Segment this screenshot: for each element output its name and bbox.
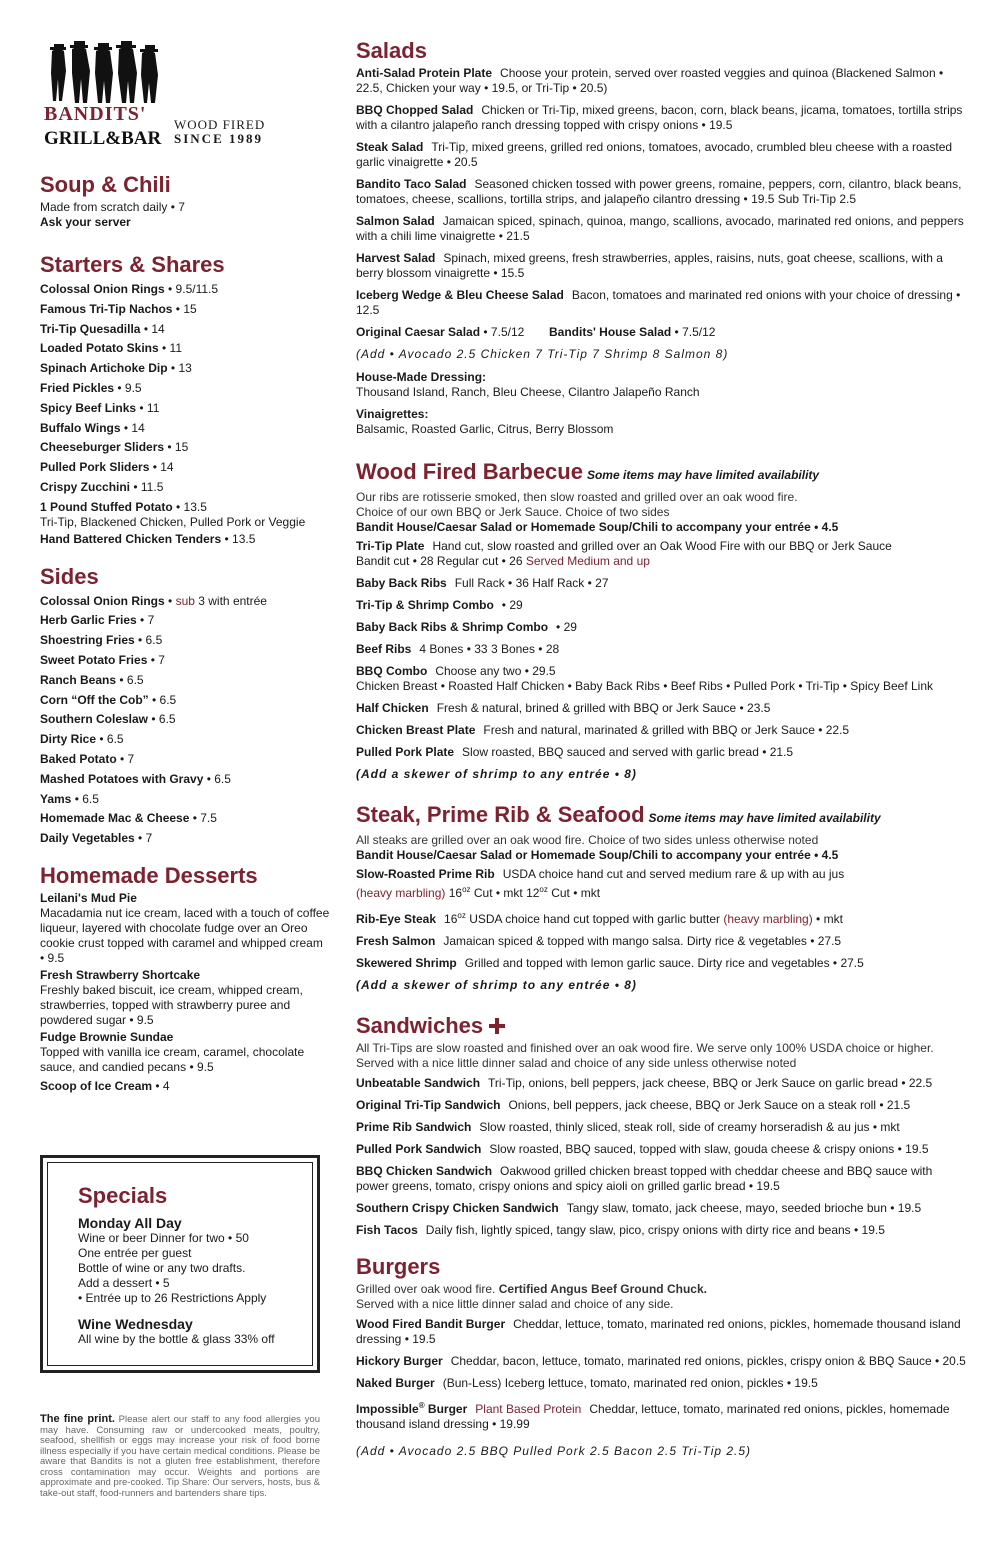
tagline-since: SINCE 1989 [174, 131, 263, 146]
starter-item-name: Tri-Tip Quesadilla [40, 321, 141, 336]
sandwich-list [356, 1076, 966, 1238]
starter-item-name: Spicy Beef Links [40, 400, 137, 415]
burger-item [356, 1376, 966, 1391]
sandwich-item [356, 1201, 966, 1216]
burger-list [356, 1317, 966, 1391]
sides-list [40, 611, 330, 849]
desserts-section [40, 863, 330, 1097]
steak-title: Steak, Prime Rib & Seafood [356, 802, 645, 827]
side-item [40, 592, 330, 612]
ribeye-name: Rib-Eye Steak [356, 912, 437, 926]
bbq-item [356, 620, 966, 635]
starter-item [40, 458, 330, 478]
ribeye-item [356, 908, 966, 927]
tenders-item [40, 530, 330, 550]
registered-mark: ® [418, 1401, 425, 1410]
wine-title: Wine Wednesday [78, 1316, 193, 1332]
burgers-title: Burgers [356, 1254, 441, 1279]
starter-item-name: Pulled Pork Sliders [40, 460, 150, 475]
ribeye-size: 16 [444, 912, 458, 926]
prime-rib-cut-rest-2: Cut • mkt [547, 886, 601, 900]
bbq-item-desc: • 29 [556, 620, 577, 634]
scoop-name: Scoop of Ice Cream [40, 1078, 153, 1093]
sandwich-item-desc: Onions, bell peppers, jack cheese, BBQ or Jerk Sauce on a steak roll • 21.5 [508, 1098, 911, 1112]
bandits-silhouette-logo [42, 40, 178, 152]
stuffed-potato-price: • 13.5 [172, 499, 207, 514]
mud-pie-name: Leilani's Mud Pie [40, 890, 137, 905]
salads-section [356, 38, 966, 437]
steak-list [356, 934, 966, 971]
starter-item-price: • 11 [136, 400, 160, 415]
starter-item [40, 419, 330, 439]
side-item-name: Shoestring Fries [40, 633, 135, 648]
side-sep: • [164, 593, 176, 608]
monday-title: Monday All Day [78, 1215, 182, 1231]
starter-item-name: Cheeseburger Sliders [40, 440, 165, 455]
logo-tagline [174, 118, 265, 146]
starter-item-price: • 14 [149, 460, 174, 475]
salads-list [356, 66, 966, 318]
prime-rib-marbling: (heavy marbling) [356, 886, 446, 900]
salad-item-name: Steak Salad [356, 140, 424, 154]
tri-tip-plate-item [356, 539, 966, 569]
side-item [40, 651, 330, 671]
steak-item-name: Fresh Salmon [356, 934, 436, 948]
impossible-desc: Cheddar, lettuce, tomato, marinated red onions, pickles, homemade thousand island dressing • 19.99 [356, 1402, 950, 1431]
salad-addons: (Add • Avocado 2.5 Chicken 7 Tri-Tip 7 Shrimp 8 Salmon 8) [356, 347, 729, 361]
starter-item-name: Crispy Zucchini [40, 479, 131, 494]
sandwiches-section [356, 1013, 966, 1238]
starter-item-price: • 13 [167, 361, 192, 376]
starter-item-name: Fried Pickles [40, 380, 115, 395]
side-item-price: • 7 [116, 751, 135, 766]
specials-title: Specials [78, 1183, 168, 1208]
desserts-title: Homemade Desserts [40, 862, 258, 888]
sandwich-item-name: Original Tri-Tip Sandwich [356, 1098, 501, 1112]
side-item [40, 691, 330, 711]
starter-item-name: Spinach Artichoke Dip [40, 361, 168, 376]
sides-section [40, 564, 330, 849]
burgers-intro-a: Grilled over oak wood fire. [356, 1282, 499, 1296]
soup-line: Made from scratch daily • 7 [40, 200, 185, 214]
side-item [40, 750, 330, 770]
vinaigrette-title: Vinaigrettes: [356, 407, 429, 421]
bbq-item-name: Half Chicken [356, 701, 429, 715]
bbq-item-name: Tri-Tip & Shrimp Combo [356, 598, 494, 612]
bbq-combo-list: Chicken Breast • Roasted Half Chicken • Baby Back Ribs • Beef Ribs • Pulled Pork • Tri-Tip • Spicy Beef Link [356, 679, 933, 693]
side-item-name: Dirty Rice [40, 732, 97, 747]
bbq-section [356, 459, 966, 782]
monday-line: Add a dessert • 5 [78, 1276, 170, 1290]
salads-title: Salads [356, 38, 427, 63]
side-item [40, 671, 330, 691]
shortcake-name: Fresh Strawberry Shortcake [40, 967, 201, 982]
fine-print-text: Please alert our staff to any food allergies you may have. Consuming raw or undercooked meats, poultry, seafood, shellfish or eggs may increase your risk of food borne illness especially if you have certain medical conditions. Please be aware that Bandits is not a gluten free establishment, therefore cross contamination may occur. Weights and portions are approximate and pre-cooked. Tip Share: Our servers, hosts, bus & take-out staff, food-runners and bartenders share tips. [40, 1414, 320, 1499]
side-item-name: Homemade Mac & Cheese [40, 811, 190, 826]
burger-addons: (Add • Avocado 2.5 BBQ Pulled Pork 2.5 Bacon 2.5 Tri-Tip 2.5) [356, 1444, 752, 1458]
burger-item-name: Hickory Burger [356, 1354, 443, 1368]
side-item-price: • 7 [147, 652, 165, 667]
salad-item-desc: Chicken or Tri-Tip, mixed greens, bacon, corn, black beans, jicama, tomatoes, tortilla strips with a cilantro jalapeño ranch dressing topped with crispy onions • 19.5 [356, 103, 963, 132]
dressing-title: House-Made Dressing: [356, 370, 487, 384]
side-item [40, 770, 330, 790]
sandwich-item [356, 1076, 966, 1091]
salad-item-desc: Seasoned chicken tossed with power greens, romaine, peppers, corn, cilantro, black beans, tomatoes, cheese, scallions, tortilla strips, and jalapeño cilantro dressing • 19.5 Sub Tri-Tip 2.5 [356, 177, 962, 206]
steak-item [356, 956, 966, 971]
starter-item-price: • 9.5 [114, 380, 142, 395]
steak-item-desc: Grilled and topped with lemon garlic sauce. Dirty rice and vegetables • 27.5 [464, 956, 864, 970]
starter-item [40, 280, 330, 300]
tri-tip-plate-desc: Hand cut, slow roasted and grilled over an Oak Wood Fire with our BBQ or Jerk Sauce [432, 539, 892, 553]
bbq-item-desc: Fresh and natural, marinated & grilled with BBQ or Jerk Sauce • 22.5 [483, 723, 850, 737]
burger-item [356, 1317, 966, 1347]
side-item-price: • 6.5 [203, 771, 231, 786]
prime-rib-item [356, 867, 966, 901]
prime-rib-name: Slow-Roasted Prime Rib [356, 867, 495, 881]
side-item-price: • 6.5 [116, 672, 144, 687]
monday-line: Bottle of wine or any two drafts. [78, 1261, 246, 1275]
salad-item-name: Bandito Taco Salad [356, 177, 467, 191]
stuffed-potato-item [40, 500, 330, 530]
salad-item-desc: Bacon, tomatoes and marinated red onions with your choice of dressing • 12.5 [356, 288, 961, 317]
side-item [40, 809, 330, 829]
bbq-item-desc: Fresh & natural, brined & grilled with BBQ or Jerk Sauce • 23.5 [436, 701, 771, 715]
starter-item-price: • 11.5 [130, 479, 164, 494]
sandwich-item [356, 1120, 966, 1135]
salad-item [356, 103, 966, 133]
sandwich-item-desc: Oakwood grilled chicken breast topped with cheddar cheese and BBQ sauce with power greens, tomato, crispy onions and spicy aioli on grilled garlic bread • 19.5 [356, 1164, 933, 1193]
salad-item-name: Iceberg Wedge & Bleu Cheese Salad [356, 288, 564, 302]
side-item [40, 631, 330, 651]
logo-wordmark-top: BANDITS' [44, 103, 147, 125]
oz-sup: oz [457, 911, 466, 920]
starters-list [40, 280, 330, 498]
salad-item [356, 66, 966, 96]
tri-tip-cuts: Bandit cut • 28 Regular cut • 26 [356, 554, 523, 568]
monday-line: • Entrée up to 26 Restrictions Apply [78, 1291, 267, 1305]
brand-logo [40, 40, 330, 152]
steak-item [356, 934, 966, 949]
fine-print [40, 1414, 320, 1499]
bbq-item-name: Baby Back Ribs [356, 576, 447, 590]
burger-item-desc: Cheddar, lettuce, tomato, marinated red onions, pickles, homemade thousand island dressing • 19.5 [356, 1317, 961, 1346]
starter-item [40, 438, 330, 458]
sandwiches-title: Sandwiches [356, 1013, 484, 1038]
ribeye-desc: USDA choice hand cut topped with garlic butter [465, 912, 724, 926]
bbq-item-name: Baby Back Ribs & Shrimp Combo [356, 620, 549, 634]
side-item-name: Yams [40, 791, 72, 806]
side-item [40, 710, 330, 730]
bbq-intro: Choice of our own BBQ or Jerk Sauce. Choice of two sides [356, 505, 670, 519]
side-item-price: • 6.5 [134, 633, 163, 648]
starter-item-name: Buffalo Wings [40, 420, 121, 435]
sides-title: Sides [40, 563, 99, 589]
salad-item-name: Harvest Salad [356, 251, 436, 265]
salad-item [356, 288, 966, 318]
scoop-price: • 4 [152, 1078, 170, 1093]
bbq-list [356, 576, 966, 657]
monday-line: One entrée per guest [78, 1246, 192, 1260]
burger-item-name: Wood Fired Bandit Burger [356, 1317, 506, 1331]
starter-item-price: • 11 [158, 341, 183, 356]
starter-item [40, 359, 330, 379]
starter-item [40, 320, 330, 340]
salad-item-desc: Choose your protein, served over roasted veggies and quinoa (Blackened Salmon • 22.5, Chicken your way • 19.5, or Tri-Tip • 20.5) [356, 66, 944, 95]
side-item [40, 829, 330, 849]
side-item-price: • 6.5 [148, 692, 177, 707]
side-item-price: • 7 [134, 831, 153, 846]
tenders-name: Hand Battered Chicken Tenders [40, 531, 222, 546]
side-item [40, 611, 330, 631]
bbq-item [356, 723, 966, 738]
tri-tip-note: Served Medium and up [525, 554, 650, 568]
caesar-price: • 7.5/12 [480, 325, 525, 339]
sandwich-item-name: Southern Crispy Chicken Sandwich [356, 1201, 559, 1215]
sandwich-item-name: Pulled Pork Sandwich [356, 1142, 482, 1156]
bbq-combo-desc: Choose any two • 29.5 [435, 664, 556, 678]
impossible-burger-item [356, 1398, 966, 1432]
stuffed-potato-desc: Tri-Tip, Blackened Chicken, Pulled Pork or Veggie [40, 514, 306, 529]
bbq-intro: Our ribs are rotisserie smoked, then slow roasted and grilled over an oak wood fire. [356, 490, 798, 504]
burger-item-desc: Cheddar, bacon, lettuce, tomato, marinated red onions, pickles, crispy onion & BBQ Sauce • 20.5 [450, 1354, 966, 1368]
house-salad-price: • 7.5/12 [671, 325, 716, 339]
specials-box [40, 1155, 320, 1373]
burgers-intro: Served with a nice little dinner salad and choice of any side. [356, 1297, 674, 1311]
oz-sup: oz [462, 885, 471, 894]
side-item-name: Southern Coleslaw [40, 712, 149, 727]
bbq-item [356, 745, 966, 760]
salad-item-desc: Jamaican spiced, spinach, quinoa, mango, scallions, avocado, marinated red onions, and peppers with a chili lime vinaigrette • 21.5 [356, 214, 964, 243]
sandwich-item [356, 1164, 966, 1194]
bbq-item-desc: Full Rack • 36 Half Rack • 27 [454, 576, 609, 590]
impossible-name: Impossible [356, 1402, 419, 1416]
side-item-price: • 6.5 [71, 791, 99, 806]
sandwich-item-name: Prime Rib Sandwich [356, 1120, 472, 1134]
sandwiches-intro: All Tri-Tips are slow roasted and finished over an oak wood fire. We serve only 100% USDA choice or higher. [356, 1041, 934, 1055]
prime-rib-cut-rest: Cut • mkt 12 [470, 886, 540, 900]
burger-item-desc: (Bun-Less) Iceberg lettuce, tomato, marinated red onion, pickles • 19.5 [442, 1376, 818, 1390]
prime-rib-desc: USDA choice hand cut and served medium rare & up with au jus [502, 867, 845, 881]
salad-item [356, 140, 966, 170]
starters-title: Starters & Shares [40, 252, 225, 277]
side-item-price: • 7.5 [189, 811, 217, 826]
starter-item [40, 399, 330, 419]
bbq-addon: (Add a skewer of shrimp to any entrée • 8) [356, 767, 637, 781]
sandwich-item-name: BBQ Chicken Sandwich [356, 1164, 493, 1178]
bbq-title: Wood Fired Barbecue [356, 459, 583, 484]
steak-addon: (Add a skewer of shrimp to any entrée • 8) [356, 978, 637, 992]
starter-item-name: Loaded Potato Skins [40, 341, 159, 356]
starter-item [40, 300, 330, 320]
logo-wordmark-bottom: GRILL&BAR [44, 128, 162, 149]
side-item-name: Corn “Off the Cob” [40, 692, 149, 707]
side-item-name: Mashed Potatoes with Gravy [40, 771, 204, 786]
brownie-name: Fudge Brownie Sundae [40, 1029, 174, 1044]
caesar-house-item [356, 325, 966, 340]
salad-item-name: BBQ Chopped Salad [356, 103, 474, 117]
caesar-name: Original Caesar Salad [356, 325, 481, 339]
right-column [356, 38, 966, 1471]
bbq-item-name: Chicken Breast Plate [356, 723, 476, 737]
soup-title: Soup & Chili [40, 172, 171, 197]
impossible-tag: Plant Based Protein [475, 1402, 582, 1416]
ribeye-price: • mkt [812, 912, 843, 926]
fine-print-label: The fine print. [40, 1413, 115, 1425]
oz-sup: oz [539, 885, 548, 894]
wine-line: All wine by the bottle & glass 33% off [78, 1332, 275, 1346]
bbq-combo-item [356, 664, 966, 694]
salad-item [356, 177, 966, 207]
starter-item [40, 478, 330, 498]
steak-accompany: Bandit House/Caesar Salad or Homemade Soup/Chili to accompany your entrée • 4.5 [356, 848, 839, 862]
dressing-list: Thousand Island, Ranch, Bleu Cheese, Cilantro Jalapeño Ranch [356, 385, 700, 399]
soup-section [40, 172, 330, 230]
bbq-accompany: Bandit House/Caesar Salad or Homemade Soup/Chili to accompany your entrée • 4.5 [356, 520, 839, 534]
bbq-item-desc: 4 Bones • 33 3 Bones • 28 [419, 642, 560, 656]
bbq-item-name: Pulled Pork Plate [356, 745, 455, 759]
side-item-name: Baked Potato [40, 751, 117, 766]
burger-item-name: Naked Burger [356, 1376, 435, 1390]
mud-pie-desc: Macadamia nut ice cream, laced with a touch of coffee liqueur, layered with chocolate fudge over an Oreo cookie crust topped with caramel and whipped cream • 9.5 [40, 905, 330, 965]
sandwiches-intro: Served with a nice little dinner salad and choice of any side unless otherwise noted [356, 1056, 797, 1070]
salad-item-desc: Tri-Tip, mixed greens, grilled red onions, tomatoes, avocado, crumbled bleu cheese with a roasted garlic vinaigrette • 20.5 [356, 140, 953, 169]
bbq-item-desc: Slow roasted, BBQ sauced and served with garlic bread • 21.5 [462, 745, 794, 759]
tenders-price: • 13.5 [221, 531, 256, 546]
sandwich-item [356, 1223, 966, 1238]
steak-intro: All steaks are grilled over an oak wood fire. Choice of two sides unless otherwise noted [356, 833, 819, 847]
prime-rib-cut-16: 16 [448, 886, 463, 900]
bbq-item [356, 642, 966, 657]
bbq-combo-name: BBQ Combo [356, 664, 428, 678]
side-sub-label: sub [175, 593, 195, 608]
side-item-name: Herb Garlic Fries [40, 613, 137, 628]
starter-item-name: Colossal Onion Rings [40, 282, 165, 296]
tri-tip-plate-name: Tri-Tip Plate [356, 539, 425, 553]
starter-item-price: • 14 [120, 420, 145, 435]
burgers-section [356, 1254, 966, 1459]
sandwich-item-desc: Slow roasted, BBQ sauced, topped with slaw, gouda cheese & crispy onions • 19.5 [489, 1142, 929, 1156]
sandwich-item [356, 1098, 966, 1113]
sandwich-item-desc: Tri-Tip, onions, bell peppers, jack cheese, BBQ or Jerk Sauce on garlic bread • 22.5 [488, 1076, 933, 1090]
vinaigrette-list: Balsamic, Roasted Garlic, Citrus, Berry Blossom [356, 422, 614, 436]
tagline-wood-fired: WOOD FIRED [174, 117, 266, 132]
burgers-intro-b: Certified Angus Beef Ground Chuck. [498, 1282, 707, 1296]
sandwich-item-desc: Tangy slaw, tomato, jack cheese, mayo, seeded brioche bun • 19.5 [566, 1201, 922, 1215]
starter-item [40, 339, 330, 359]
starter-item-price: • 15 [164, 440, 189, 455]
burger-item [356, 1354, 966, 1369]
specials-inner [47, 1162, 313, 1366]
bbq-item [356, 576, 966, 591]
starter-item [40, 379, 330, 399]
starter-item-price: • 14 [140, 321, 165, 336]
salad-item [356, 214, 966, 244]
starter-item-price: • 9.5/11.5 [164, 282, 219, 296]
left-column [40, 40, 330, 1111]
bbq-item-name: Beef Ribs [356, 642, 412, 656]
monday-line: Wine or beer Dinner for two • 50 [78, 1231, 249, 1245]
impossible-name-2: Burger [424, 1402, 468, 1416]
brownie-desc: Topped with vanilla ice cream, caramel, chocolate sauce, and candied pecans • 9.5 [40, 1044, 305, 1074]
bbq-note: Some items may have limited availability [586, 468, 820, 482]
salad-item-name: Salmon Salad [356, 214, 435, 228]
side-item-price: • 6.5 [148, 712, 176, 727]
shortcake-desc: Freshly baked biscuit, ice cream, whipped cream, strawberries, topped with strawberry puree and powdered sugar • 9.5 [40, 982, 303, 1027]
soup-ask: Ask your server [40, 215, 131, 229]
sandwich-item-desc: Slow roasted, thinly sliced, steak roll, side of creamy horseradish & au jus • mkt [479, 1120, 900, 1134]
side-item [40, 790, 330, 810]
bbq-item [356, 598, 966, 613]
steak-section [356, 802, 966, 993]
sandwich-item-name: Unbeatable Sandwich [356, 1076, 481, 1090]
ribeye-marbling: (heavy marbling) [723, 912, 813, 926]
sandwich-item-name: Fish Tacos [356, 1223, 418, 1237]
steak-item-desc: Jamaican spiced & topped with mango salsa. Dirty rice & vegetables • 27.5 [443, 934, 842, 948]
bbq-item [356, 701, 966, 716]
sandwich-item-desc: Daily fish, lightly spiced, tangy slaw, pico, crispy onions with dirty rice and beans • 19.5 [425, 1223, 885, 1237]
steak-item-name: Skewered Shrimp [356, 956, 457, 970]
starters-section [40, 252, 330, 550]
side-item-name: Sweet Potato Fries [40, 652, 148, 667]
side-name: Colossal Onion Rings [40, 593, 165, 608]
side-sub-rest: 3 with entrée [194, 593, 267, 608]
side-item-price: • 7 [136, 613, 155, 628]
sandwich-item [356, 1142, 966, 1157]
salad-item-desc: Spinach, mixed greens, fresh strawberries, apples, raisins, nuts, goat cheese, scallions, with a berry blossom vinaigrette • 15.5 [356, 251, 943, 280]
salad-item [356, 251, 966, 281]
house-salad-name: Bandits' House Salad [548, 325, 672, 339]
side-item [40, 730, 330, 750]
starter-item-name: Famous Tri-Tip Nachos [40, 301, 173, 316]
scoop-item [40, 1077, 330, 1097]
starter-item-price: • 15 [172, 301, 197, 316]
side-item-name: Ranch Beans [40, 672, 117, 687]
side-item-name: Daily Vegetables [40, 831, 135, 846]
stuffed-potato-name: 1 Pound Stuffed Potato [40, 499, 173, 514]
bbq-item-desc: • 29 [501, 598, 523, 612]
side-item-price: • 6.5 [96, 732, 124, 747]
salad-item-name: Anti-Salad Protein Plate [356, 66, 493, 80]
bbq-list-2 [356, 701, 966, 760]
plus-icon [489, 1018, 505, 1034]
steak-note: Some items may have limited availability [648, 811, 881, 825]
